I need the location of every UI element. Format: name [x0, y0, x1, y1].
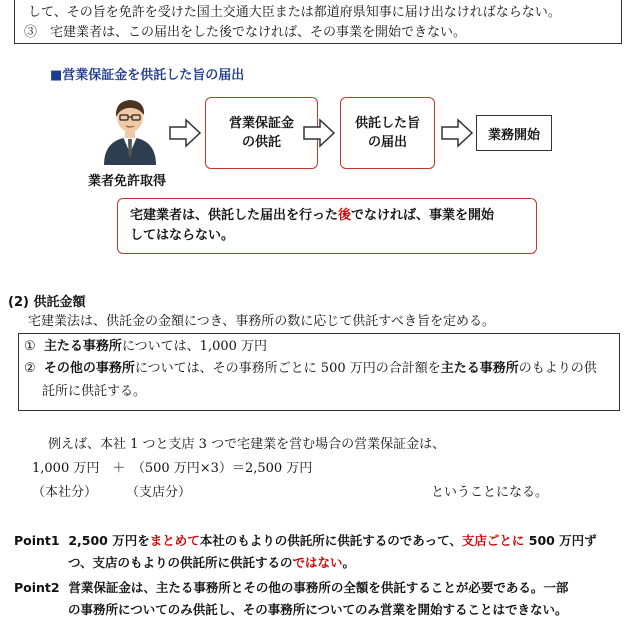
- section2-intro: 宅建業法は、供託金の金額につき、事務所の数に応じて供託すべき旨を定める。: [28, 314, 495, 329]
- businessman-icon: [98, 95, 162, 165]
- list-item-2: ② その他の事務所については、その事務所ごとに 500 万円の合計額を主たる事務所のもよりの供: [24, 361, 597, 376]
- flow-step-start: [476, 115, 552, 151]
- example-formula: 1,000 万円 ＋ （500 万円×3）＝2,500 万円: [32, 461, 313, 476]
- note-emphasis: 後: [338, 208, 352, 223]
- arrow-right-icon: [168, 118, 202, 148]
- list-item-1: ① 主たる事務所については、1,000 万円: [24, 339, 268, 354]
- example-label-main: （本社分）: [32, 485, 98, 500]
- example-conclusion: ということになる。: [431, 485, 549, 500]
- point2-label: Point2: [14, 580, 60, 595]
- note-line-2: してはならない。: [130, 228, 235, 243]
- point1-line-1: Point1 2,500 万円をまとめて本社のもよりの供託所に供託するのであって、支店ごとに 500 万円ず: [14, 533, 597, 548]
- section-title: ■営業保証金を供託した旨の届出: [50, 68, 245, 83]
- arrow-right-icon: [440, 118, 474, 148]
- note-box: [117, 198, 537, 254]
- example-label-branch: （支店分）: [126, 485, 192, 500]
- flow-step-notice-label: 供託した旨 の届出: [354, 116, 420, 150]
- arrow-right-icon: [302, 118, 336, 148]
- point1-label: Point1: [14, 533, 60, 548]
- list-item-2-cont: 託所に供託する。: [42, 384, 147, 399]
- point2-line-1: Point2 営業保証金は、主たる事務所とその他の事務所の全額を供託することが必要である。一部: [14, 580, 569, 595]
- example-line-1: 例えば、本社 1 つと支店 3 つで宅建業を営む場合の営業保証金は、: [48, 437, 446, 452]
- note-line-1: 宅建業者は、供託した届出を行った後でなければ、事業を開始: [130, 208, 495, 223]
- point1-line-2: つ、支店のもよりの供託所に供託するのではない。: [68, 555, 356, 570]
- clause-line-3: ③ 宅建業者は、この届出をした後でなければ、その事業を開始できない。: [24, 25, 467, 40]
- clause-line-1: して、その旨を免許を受けた国土交通大臣または都道府県知事に届け出なければならない。: [28, 5, 561, 20]
- section2-heading: (2) 供託金額: [8, 295, 86, 310]
- flow-step-notice: [340, 97, 435, 169]
- point2-line-2: の事務所についてのみ供託し、その事務所についてのみ営業を開始することはできない。: [68, 602, 568, 617]
- flow-step-deposit-label: 営業保証金 の供託: [228, 116, 294, 150]
- flow-step-start-label: 業務開始: [487, 127, 540, 143]
- person-label: 業者免許取得: [88, 174, 167, 189]
